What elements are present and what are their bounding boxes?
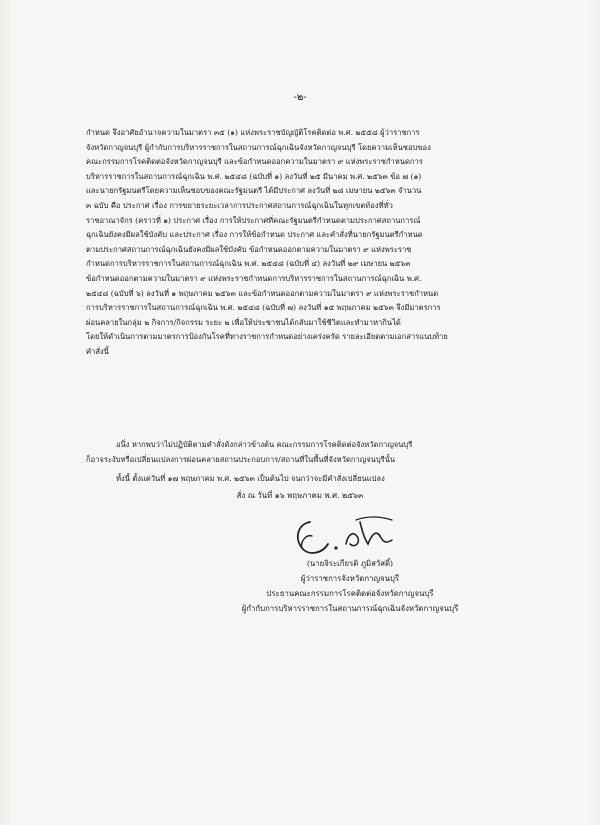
text-line: ก็อาจระงับหรือเปลี่ยนแปลงการผ่อนคลายสถานประกอบการ/สถานที่ในพื้นที่จังหวัดกาญจนบุรีนั้น (86, 454, 396, 464)
signer-title: ผู้ว่าราชการจังหวัดกาญจนบุรี (300, 574, 400, 583)
text-line: ผ่อนคลายในกลุ่ม ๒ กิจการ/กิจกรรม ระยะ ๒ เพื่อให้ประชาชนได้กลับมาใช้ชีวิตและทำมาหากินได้ (86, 317, 401, 327)
text-line: กำหนดการบริหารราชการในสถานการณ์ฉุกเฉิน พ.ศ. ๒๕๔๘ (ฉบับที่ ๔) ลงวันที่ ๒๙ เมษายน ๒๕๖๓ (86, 259, 411, 269)
text-line: ทั้งนี้ ตั้งแต่วันที่ ๑๗ พฤษภาคม พ.ศ. ๒๕๖๓ เป็นต้นไป จนกว่าจะมีคำสั่งเปลี่ยนแปลง (116, 474, 385, 483)
signer-block (0, 556, 600, 616)
text-line: ราชอาณาจักร (คราวที่ ๑) ประกาศ เรื่อง การให้ประกาศที่คณะรัฐมนตรีกำหนดตามประกาศสถานการณ์ (86, 215, 421, 225)
text-line: ข้อกำหนดออกตามความในมาตรา ๙ แห่งพระราชกำหนดการบริหารราชการในสถานการณ์ฉุกเฉิน พ.ศ. (86, 273, 422, 283)
text-line: ๓ ฉบับ คือ ประกาศ เรื่อง การขยายระยะเวลาการประกาศสถานการณ์ฉุกเฉินในทุกเขตท้องที่ทั่ว (86, 200, 393, 210)
paragraph-main (86, 126, 514, 360)
text-line: ๒๕๔๘ (ฉบับที่ ๖) ลงวันที่ ๑ พฤษภาคม ๒๕๖๓ และข้อกำหนดออกตามความในมาตรา ๙ แห่งพระราชกำหนด (86, 288, 439, 298)
handwritten-signature (288, 504, 408, 562)
text-line: ฉุกเฉินยังคงมีผลใช้บังคับ และประกาศ เรื่อง การให้ข้อกำหนด ประกาศ และคำสั่งที่นายกรัฐมนตรีกำหนด (86, 230, 423, 240)
text-line: อนึ่ง หากพบว่าไม่ปฏิบัติตามคำสั่งดังกล่าวข้างต้น คณะกรรมการโรคติดต่อจังหวัดกาญจนบุรี (116, 440, 413, 449)
sign-date: สั่ง ณ วันที่ ๑๖ พฤษภาคม พ.ศ. ๒๕๖๓ (236, 491, 364, 500)
text-line: บริหารราชการในสถานการณ์ฉุกเฉิน พ.ศ. ๒๕๔๘ (ฉบับที่ ๑) ลงวันที่ ๒๕ มีนาคม พ.ศ. ๒๕๖๓ ข้อ ๗ (๑) (86, 171, 422, 181)
text-line: คำสั่งนี้ (86, 346, 109, 356)
text-line: และนายกรัฐมนตรีโดยความเห็นชอบของคณะรัฐมนตรี ได้มีประกาศ ลงวันที่ ๒๘ เมษายน ๒๕๖๓ จำนวน (86, 186, 422, 196)
page-number: -๒- (293, 92, 307, 103)
signer-title: ผู้กำกับการบริหารราชการในสถานการณ์ฉุกเฉินจังหวัดกาญจนบุรี (241, 604, 459, 613)
signer-name: (นายจิระเกียรติ ภูมิสวัสดิ์) (306, 559, 394, 568)
signer-title: ประธานคณะกรรมการโรคติดต่อจังหวัดกาญจนบุรี (266, 589, 434, 598)
text-line: คณะกรรมการโรคติดต่อจังหวัดกาญจนบุรี และข้อกำหนดออกความในมาตรา ๙ แห่งพระราชกำหนดการ (86, 157, 423, 167)
text-line: จังหวัดกาญจนบุรี ผู้กำกับการบริหารราชการในสถานการณ์ฉุกเฉินจังหวัดกาญจนบุรี โดยความเห็นชอบของ (86, 142, 431, 152)
paragraph-notice (86, 438, 514, 467)
text-line: โดยให้ดำเนินการตามมาตรการป้องกันโรคที่ทางราชการกำหนดอย่างเคร่งครัด รายละเอียดตามเอกสารแนบท้าย (86, 332, 448, 342)
paragraph-effective-date (86, 472, 514, 487)
text-line: ตามประกาศสถานการณ์ฉุกเฉินยังคงมีผลใช้บังคับ ข้อกำหนดออกตามความในมาตรา ๙ แห่งพระราช (86, 244, 412, 254)
text-line: การบริหารราชการในสถานการณ์ฉุกเฉิน พ.ศ. ๒๕๔๘ (ฉบับที่ ๗) ลงวันที่ ๑๕ พฤษภาคม ๒๕๖๓ จึงมีมาตรการ (86, 303, 441, 313)
text-line: กำหนด จึงอาศัยอำนาจความในมาตรา ๓๕ (๑) แห่งพระราชบัญญัติโรคติดต่อ พ.ศ. ๒๕๕๘ ผู้ว่าราชการ (86, 128, 420, 137)
